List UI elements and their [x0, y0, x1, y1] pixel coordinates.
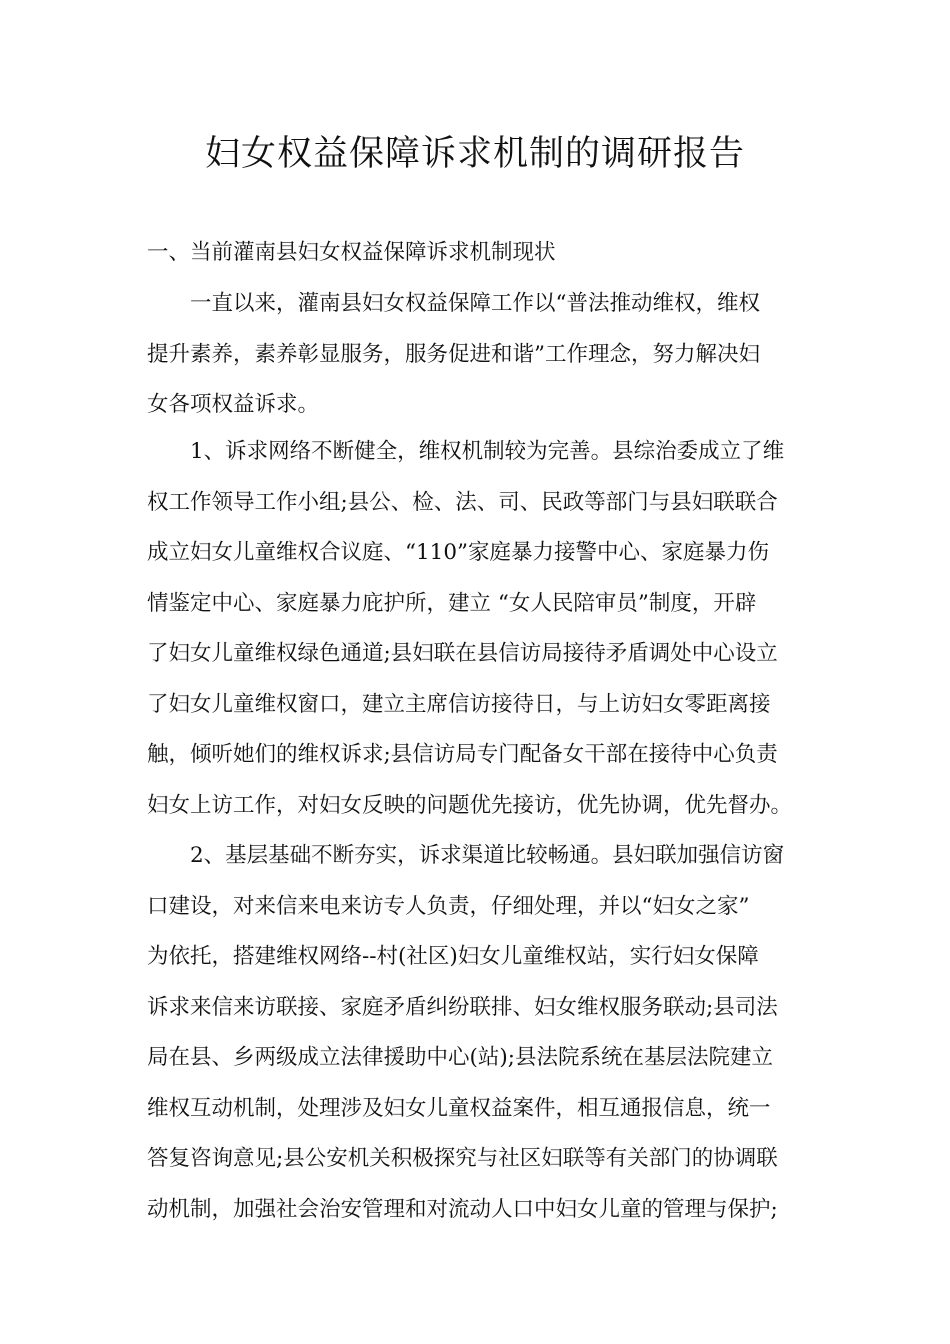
- paragraph-line: 情鉴定中心、家庭暴力庇护所，建立 “女人民陪审员”制度，开辟: [147, 590, 757, 616]
- paragraph-line: 提升素养，素养彰显服务，服务促进和谐”工作理念，努力解决妇: [147, 341, 760, 367]
- paragraph-line: 维权互动机制，处理涉及妇女儿童权益案件，相互通报信息，统一: [147, 1095, 771, 1121]
- paragraph-line: 了妇女儿童维权窗口，建立主席信访接待日，与上访妇女零距离接: [147, 691, 771, 717]
- paragraph-line: 动机制，加强社会治安管理和对流动人口中妇女儿童的管理与保护;: [147, 1196, 778, 1222]
- paragraph-item-1: [147, 435, 817, 839]
- paragraph-line: 一直以来，灌南县妇女权益保障工作以“普法推动维权，维权: [190, 291, 760, 316]
- paragraph-item-2: [147, 839, 817, 1243]
- section-heading: 一、当前灌南县妇女权益保障诉求机制现状: [147, 240, 556, 265]
- paragraph-line: 答复咨询意见;县公安机关积极探究与社区妇联等有关部门的协调联: [147, 1146, 778, 1171]
- paragraph-line: 了妇女儿童维权绿色通道;县妇联在县信访局接待矛盾调处中心设立: [147, 641, 778, 666]
- paragraph-line: 诉求来信来访联接、家庭矛盾纠纷联排、妇女维权服务联动;县司法: [147, 994, 778, 1020]
- paragraph-intro: [147, 287, 817, 439]
- paragraph-line: 女各项权益诉求。: [147, 392, 320, 417]
- paragraph-line: 口建设，对来信来电来访专人负责，仔细处理，并以“妇女之家”: [147, 893, 750, 919]
- document-title: 妇女权益保障诉求机制的调研报告: [204, 134, 745, 174]
- paragraph-line: 触，倾听她们的维权诉求;县信访局专门配备女干部在接待中心负责: [147, 742, 778, 767]
- paragraph-line: 权工作领导工作小组;县公、检、法、司、民政等部门与县妇联联合: [147, 489, 778, 515]
- paragraph-line: 1、诉求网络不断健全，维权机制较为完善。县综治委成立了维: [190, 439, 785, 464]
- paragraph-line: 成立妇女儿童维权合议庭、“110”家庭暴力接警中心、家庭暴力伤: [147, 540, 770, 565]
- paragraph-line: 2、基层基础不断夯实，诉求渠道比较畅通。县妇联加强信访窗: [190, 843, 785, 868]
- paragraph-line: 为依托，搭建维权网络--村(社区)妇女儿童维权站，实行妇女保障: [147, 944, 759, 969]
- paragraph-line: 妇女上访工作，对妇女反映的问题优先接访，优先协调，优先督办。: [147, 792, 793, 818]
- paragraph-line: 局在县、乡两级成立法律援助中心(站);县法院系统在基层法院建立: [147, 1045, 774, 1070]
